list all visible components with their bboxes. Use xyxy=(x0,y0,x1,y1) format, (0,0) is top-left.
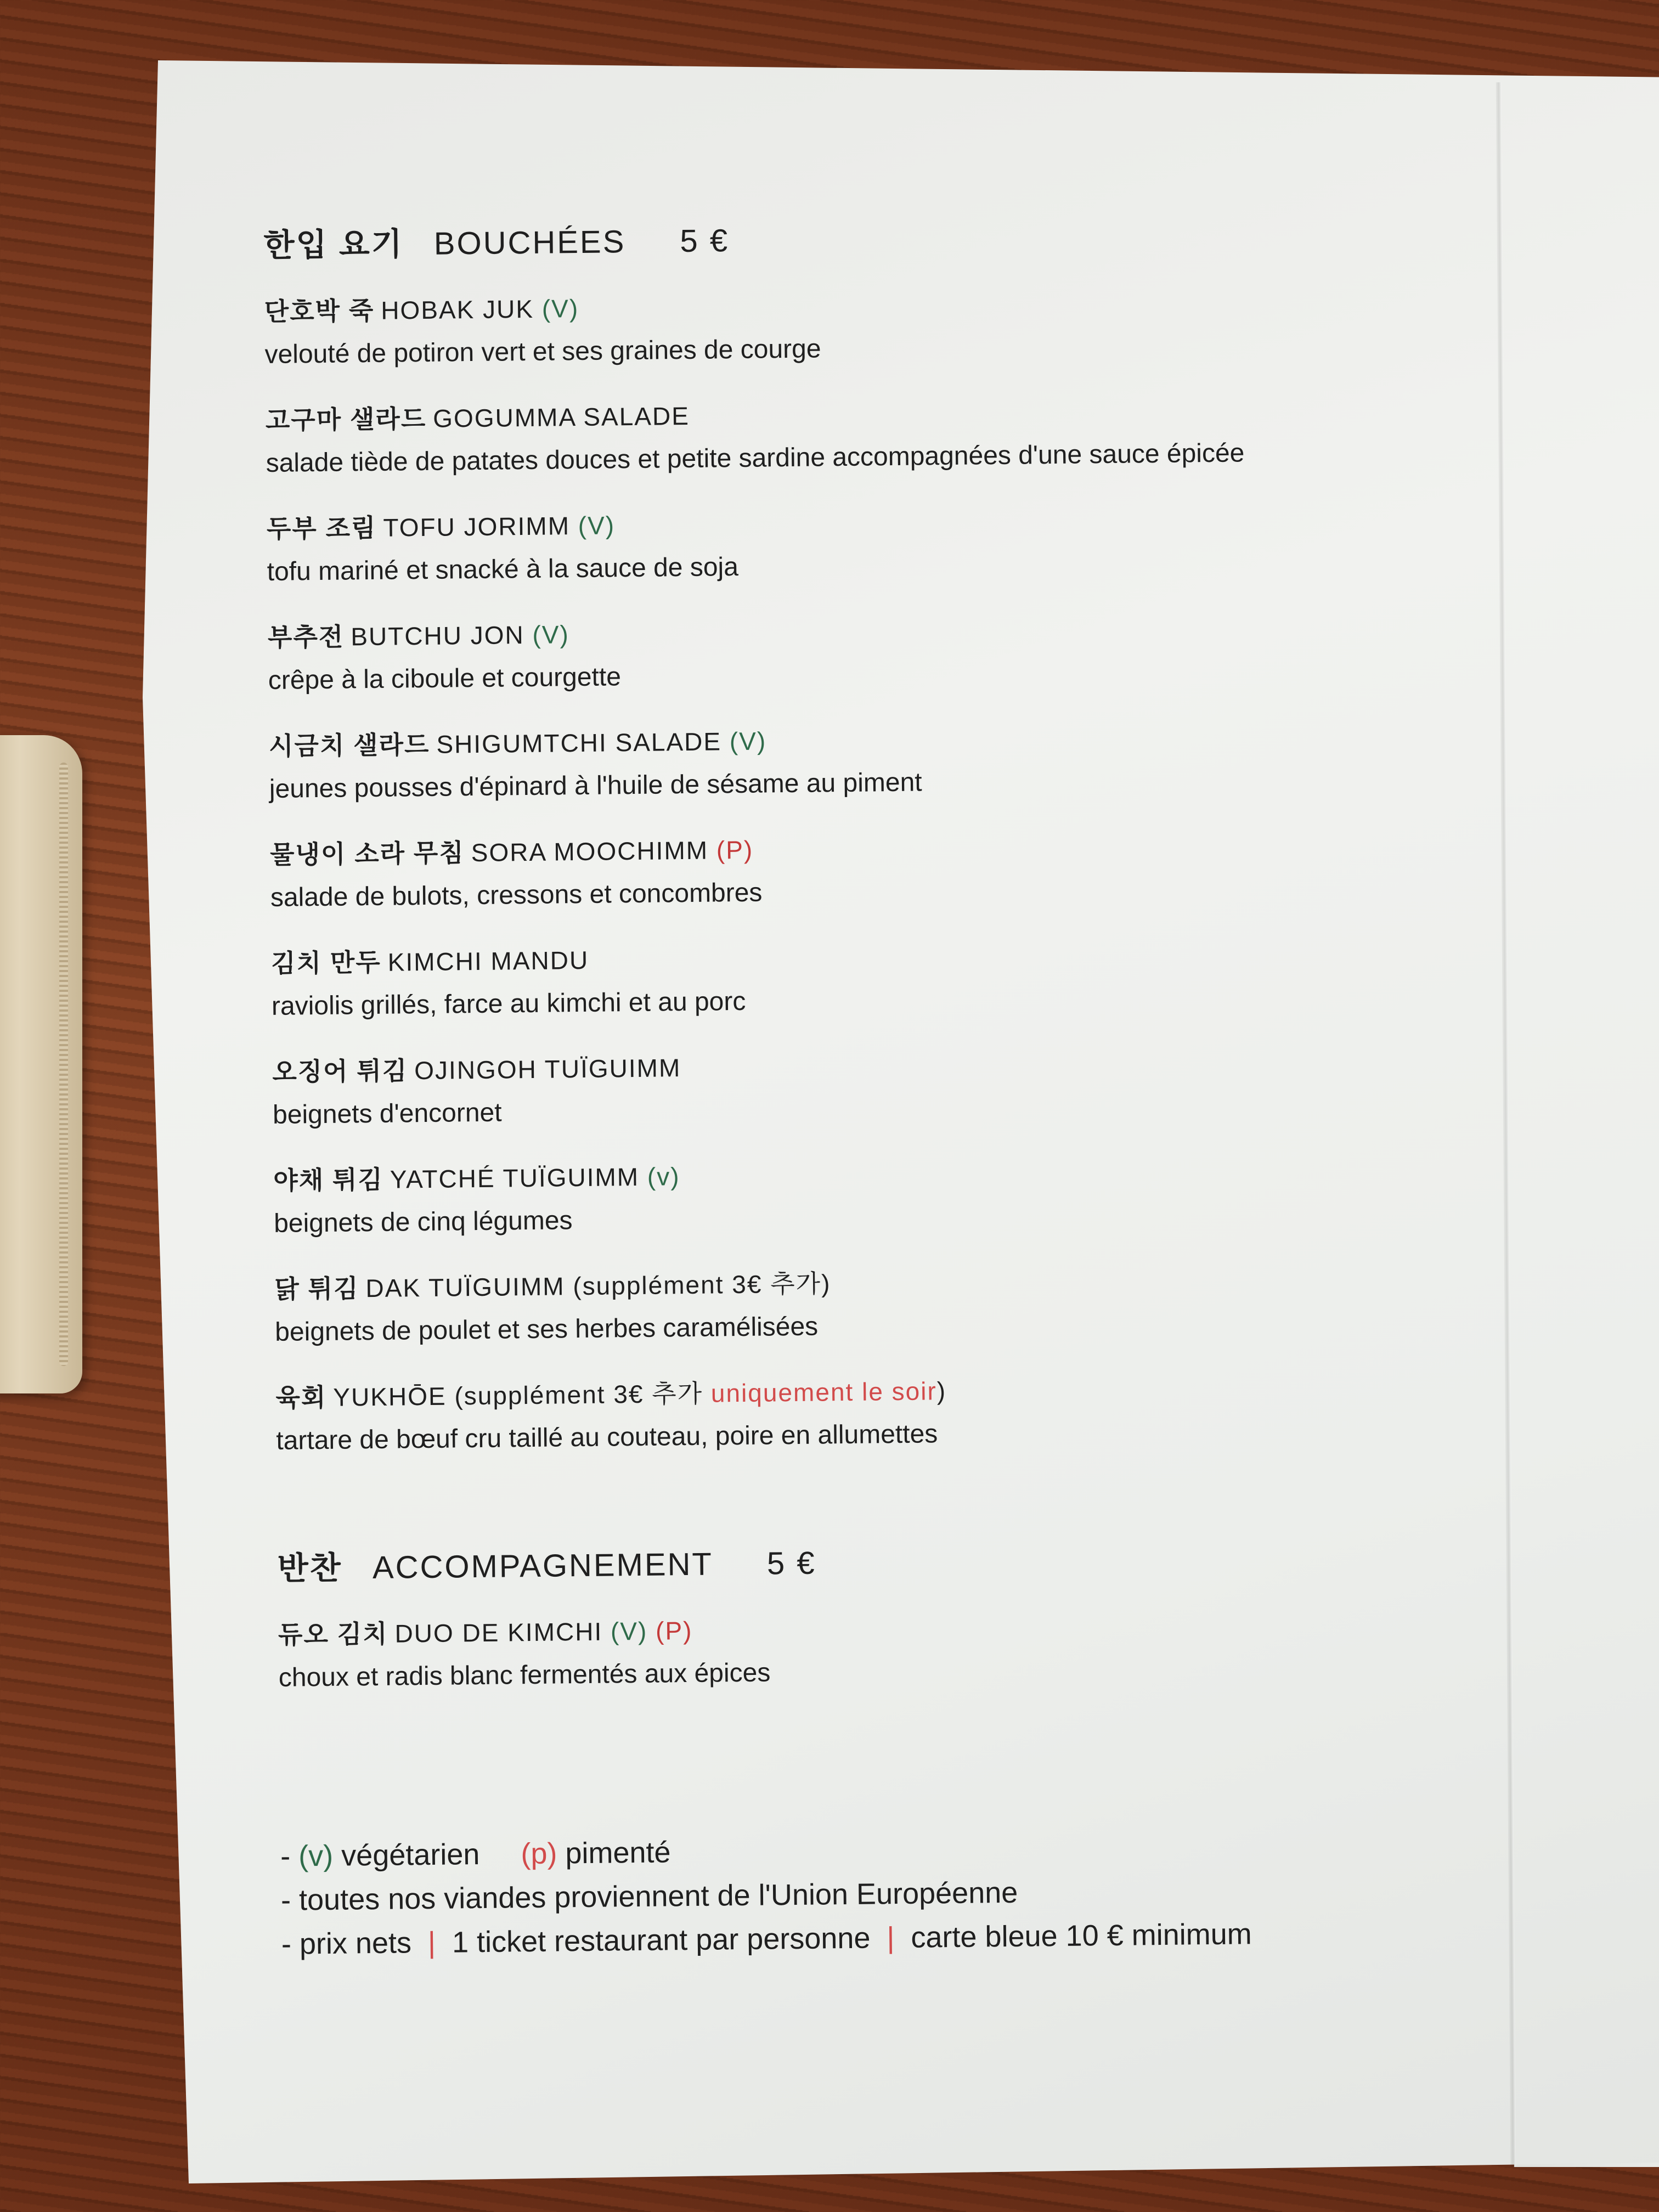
menu-item-description: raviolis grillés, farce au kimchi et au porc xyxy=(271,986,746,1021)
menu-item-korean-name: 닭 튀김 xyxy=(274,1274,359,1304)
menu-item xyxy=(278,1603,1431,1697)
menu-item xyxy=(271,932,1424,1026)
separator: | xyxy=(887,1921,895,1955)
menu-item-name-line xyxy=(278,1603,1431,1651)
menu-item-korean-name: 단호박 죽 xyxy=(264,296,375,326)
menu-item-name: OJINGOH TUÏGUIMM xyxy=(414,1053,681,1085)
menu-item-name-line xyxy=(273,1149,1426,1197)
menu-item-korean-name: 부추전 xyxy=(267,622,345,652)
menu-item-name-line xyxy=(271,932,1424,980)
menu-item xyxy=(268,606,1420,700)
accompagnement-price: 5 € xyxy=(766,1545,816,1582)
accompagnement-list xyxy=(278,1603,1431,1697)
spicy-tag: (P) xyxy=(716,835,754,865)
menu-item xyxy=(267,497,1419,591)
menu-item-description: beignets de poulet et ses herbes caramélisées xyxy=(274,1312,819,1347)
menu-item-description: beignets d'encornet xyxy=(272,1098,502,1130)
legend-v: (v) xyxy=(298,1839,334,1873)
menu-item-name: SHIGUMTCHI SALADE xyxy=(436,727,722,759)
menu-item-korean-name: 물냉이 소라 무침 xyxy=(269,838,465,869)
vegetarian-tag: (V) xyxy=(729,726,767,756)
bouchees-list xyxy=(264,280,1428,1460)
menu-item-korean-name: 오징어 튀김 xyxy=(272,1056,408,1086)
menu-footer xyxy=(280,1822,1434,1966)
carte-bleue: carte bleue 10 € minimum xyxy=(911,1917,1252,1954)
menu-item xyxy=(264,280,1417,374)
menu-item-name-line xyxy=(274,1257,1427,1306)
meat-origin-line: - toutes nos viandes proviennent de l'Union Européenne xyxy=(280,1876,1018,1917)
menu-item-name-line xyxy=(268,606,1420,654)
separator: | xyxy=(427,1926,436,1960)
legend-p-text: pimenté xyxy=(565,1836,671,1870)
menu-item xyxy=(273,1149,1426,1243)
menu-item-korean-name: 시금치 샐라드 xyxy=(268,730,430,760)
menu-item-description: beignets de cinq légumes xyxy=(273,1206,573,1238)
prix-nets: - prix nets xyxy=(281,1926,412,1961)
menu-item-description: tartare de bœuf cru taillé au couteau, poire en allumettes xyxy=(276,1419,938,1455)
accompagnement-title-fr: ACCOMPAGNEMENT xyxy=(372,1546,713,1586)
supplement-close: ) xyxy=(936,1376,947,1406)
menu-item-name: TOFU JORIMM xyxy=(383,511,571,542)
menu-item-name: YATCHÉ TUÏGUIMM xyxy=(390,1162,640,1194)
menu-item-description: choux et radis blanc fermentés aux épices xyxy=(278,1658,771,1692)
vegetarian-tag: (V) xyxy=(578,511,616,540)
menu-item-name: KIMCHI MANDU xyxy=(387,945,589,977)
menu-item-name-line xyxy=(275,1366,1428,1414)
menu-item-description: velouté de potiron vert et ses graines de courge xyxy=(264,334,821,369)
evening-only-note: uniquement le soir xyxy=(710,1376,938,1408)
supplement-note: (supplément 3€ 추가) xyxy=(573,1269,831,1301)
legend-v-text: végétarien xyxy=(341,1838,480,1872)
menu-item-name-line xyxy=(270,823,1423,871)
bouchees-title-fr: BOUCHÉES xyxy=(433,224,626,262)
menu-item-name-line xyxy=(269,714,1421,763)
menu-item-description: salade tiède de patates douces et petite sardine accompagnées d'une sauce épicée xyxy=(266,438,1245,478)
menu-item-name: DAK TUÏGUIMM xyxy=(365,1272,565,1303)
menu-item-name-line xyxy=(267,497,1419,545)
menu-item xyxy=(275,1366,1428,1460)
menu-item xyxy=(274,1257,1427,1352)
accompagnement-title-ko: 반찬 xyxy=(277,1550,343,1587)
menu-item-korean-name: 고구마 샐라드 xyxy=(265,404,427,435)
supplement-note: (supplément 3€ 추가 xyxy=(454,1379,703,1410)
menu-content xyxy=(263,207,1434,1975)
menu-item-korean-name: 두부 조림 xyxy=(266,513,377,543)
menu-item-description: crêpe à la ciboule et courgette xyxy=(268,662,622,695)
menu-item-name-line xyxy=(264,280,1417,328)
menu-item xyxy=(269,714,1421,809)
menu-item-name-line xyxy=(265,388,1418,437)
bouchees-price: 5 € xyxy=(680,223,730,259)
menu-item-korean-name: 듀오 김치 xyxy=(278,1619,388,1649)
spicy-tag: (P) xyxy=(655,1616,693,1645)
menu-item-name: YUKHŌE xyxy=(333,1381,447,1412)
menu-item-description: salade de bulots, cressons et concombres xyxy=(270,878,763,912)
menu-item xyxy=(270,823,1423,917)
vegetarian-tag: (V) xyxy=(541,294,579,323)
menu-item xyxy=(272,1040,1425,1135)
ticket-restaurant: 1 ticket restaurant par personne xyxy=(452,1921,871,1959)
menu-item-name: HOBAK JUK xyxy=(381,294,534,325)
bouchees-title-ko: 한입 요기 xyxy=(263,226,404,263)
menu-item-name: BUTCHU JON xyxy=(351,620,524,651)
vegetarian-tag: (v) xyxy=(647,1162,680,1191)
napkin xyxy=(0,735,82,1393)
menu-item-description: jeunes pousses d'épinard à l'huile de sésame au piment xyxy=(269,768,922,804)
menu-item-korean-name: 야채 튀김 xyxy=(273,1165,384,1195)
menu-item-name-line xyxy=(272,1040,1425,1088)
menu-item-korean-name: 김치 만두 xyxy=(270,947,381,978)
menu-item-name: DUO DE KIMCHI xyxy=(394,1617,603,1648)
vegetarian-tag: (V) xyxy=(532,620,570,649)
menu-item-name: GOGUMMA SALADE xyxy=(432,401,690,433)
menu-item xyxy=(265,388,1418,483)
menu-item-korean-name: 육회 xyxy=(275,1383,327,1412)
menu-item-name: SORA MOOCHIMM xyxy=(471,836,709,867)
accompagnement-header xyxy=(277,1531,1430,1589)
legend-p: (p) xyxy=(521,1837,557,1871)
menu-item-description: tofu mariné et snacké à la sauce de soja xyxy=(267,552,739,586)
vegetarian-tag: (V) xyxy=(610,1616,648,1646)
legend-dash: - xyxy=(280,1839,299,1873)
